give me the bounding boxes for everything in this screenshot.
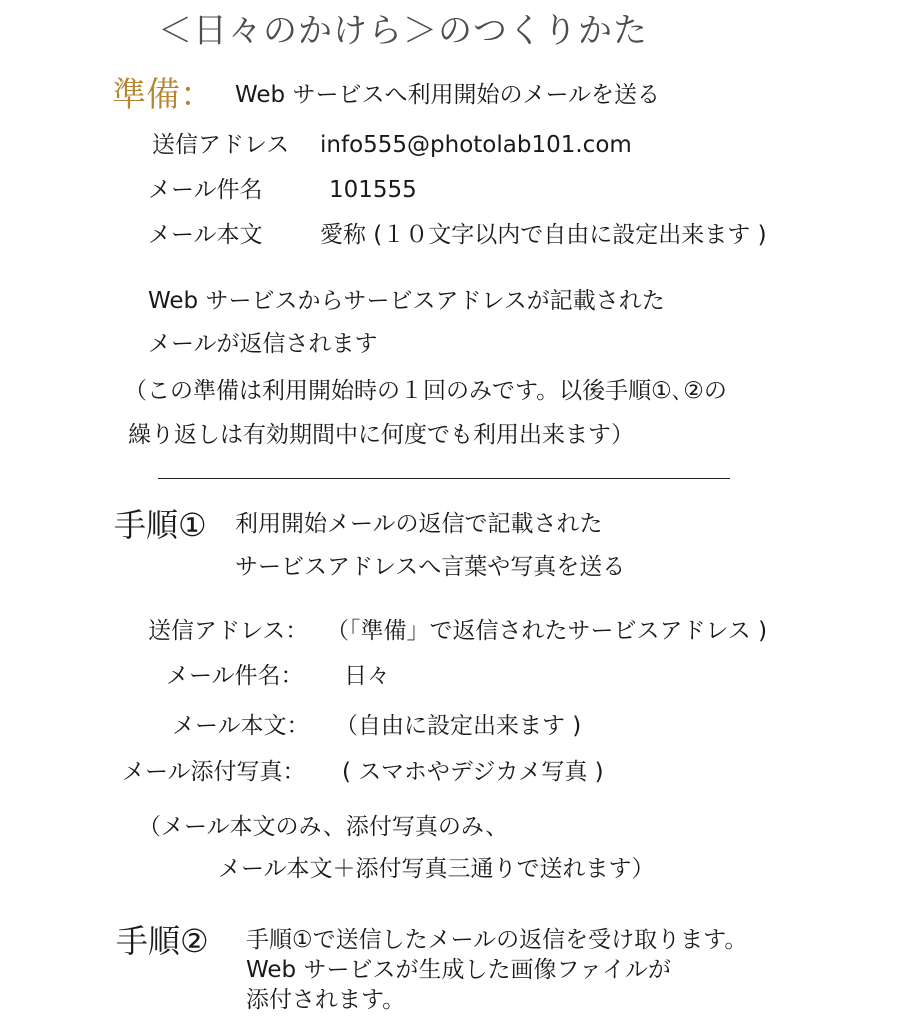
step1-attach-label: メール添付写真：: [122, 759, 306, 785]
prep-reply-line-1: Web サービスからサービスアドレスが記載された: [148, 288, 665, 314]
step1-body-label: メール本文：: [172, 713, 310, 739]
prep-address-value: info555@photolab101.com: [320, 132, 632, 158]
step2-desc-line-3: 添付されます。: [246, 987, 406, 1013]
step1-subject-label: メール件名：: [166, 663, 304, 689]
prep-reply-line-2: メールが返信されます: [148, 331, 378, 357]
step1-attach-value: ( スマホやデジカメ写真 ): [342, 759, 604, 785]
prep-note-line-1: （この準備は利用開始時の１回のみです。以後手順①､②の: [124, 378, 727, 404]
prep-subject-label: メール件名: [148, 177, 263, 203]
prep-note-line-2: 繰り返しは有効期間中に何度でも利用出来ます）: [128, 422, 634, 448]
step1-subject-value: 日々: [344, 663, 390, 689]
step1-note-line-1: （メール本文のみ、添付写真のみ、: [138, 814, 509, 840]
step1-address-label: 送信アドレス：: [148, 618, 309, 644]
prep-address-label: 送信アドレス: [152, 132, 290, 158]
step2-heading: 手順②: [116, 922, 209, 960]
step1-note-line-2: メール本文＋添付写真三通りで送れます）: [218, 856, 655, 882]
step1-desc-line-2: サービスアドレスへ言葉や写真を送る: [235, 554, 626, 580]
prep-body-label: メール本文: [148, 222, 263, 248]
page-title: ＜日々のかけら＞のつくりかた: [158, 11, 648, 51]
prep-subject-value: 101555: [329, 177, 417, 203]
prep-summary: Web サービスへ利用開始のメールを送る: [235, 82, 660, 108]
step1-desc-line-1: 利用開始メールの返信で記載された: [235, 511, 603, 537]
step1-address-value: （「準備」で返信されたサービスアドレス ): [326, 618, 768, 644]
step1-heading: 手順①: [114, 506, 207, 544]
prep-heading: 準備：: [112, 75, 214, 115]
step2-desc-line-1: 手順①で送信したメールの返信を受け取ります。: [246, 927, 748, 953]
section-divider: [158, 478, 730, 479]
step1-body-value: （自由に設定出来ます ): [335, 713, 582, 739]
step2-desc-line-2: Web サービスが生成した画像ファイルが: [246, 957, 671, 983]
prep-body-value: 愛称 (１０文字以内で自由に設定出来ます ): [320, 222, 767, 248]
